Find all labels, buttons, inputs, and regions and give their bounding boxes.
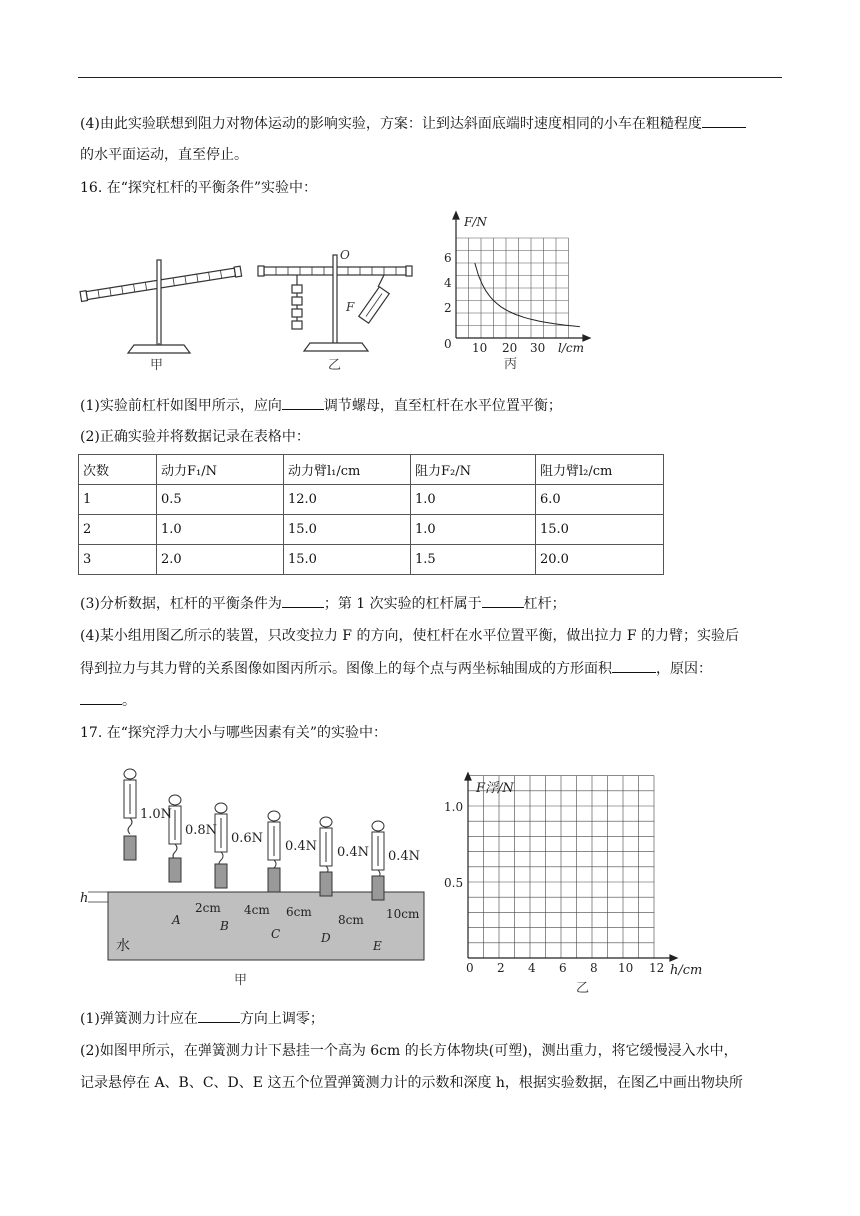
q17-1-text-b: 方向上调零； [239,1011,324,1027]
block [169,858,181,882]
table-cell: 15.0 [284,515,411,545]
table-header: 动力臂l₁/cm [284,455,411,485]
q16-title: 16. 在“探究杠杆的平衡条件”实验中： [80,180,318,196]
lever-jia [80,260,242,353]
block [372,876,384,900]
fig-jia-caption: 甲 [234,973,248,988]
x-tick: 10 [618,961,634,975]
answer-blank[interactable] [482,593,524,608]
reading-label: 0.4N [285,839,318,854]
fig-bing-label: 丙 [504,357,518,372]
table-cell: 1.0 [411,515,536,545]
point-label: C [271,927,281,941]
table-cell: 2 [79,515,157,545]
q16-1-text-a: (1)实验前杠杆如图甲所示，应向 [80,398,282,414]
graph-yi [440,770,740,995]
q16-4-text-b: ，原因： [656,661,712,677]
fig-jia-label: 甲 [150,358,164,373]
q17-2-line1: (2)如图甲所示，在弹簧测力计下悬挂一个高为 6cm 的长方体物块(可塑)，测出重力，将它缓慢浸入水中， [80,1043,738,1059]
answer-blank[interactable] [198,1008,240,1023]
answer-blank[interactable] [80,690,122,705]
x-tick: 4 [528,961,536,975]
answer-blank[interactable] [612,658,656,673]
table-cell: 20.0 [536,545,664,575]
x-tick: 30 [530,341,546,355]
reading-label: 0.4N [388,849,421,864]
x-tick: 8 [590,961,598,975]
table-header: 阻力臂l₂/cm [536,455,664,485]
q17-1-text-a: (1)弹簧测力计应在 [80,1011,198,1027]
table-cell: 2.0 [157,545,284,575]
q16-4-line3 [80,690,136,711]
fig-yi-label: 乙 [328,358,342,373]
origin-tick: 0 [444,337,452,351]
scale-hook [128,818,132,834]
x-tick: 2 [497,961,505,975]
table-cell: 12.0 [284,485,411,515]
answer-blank[interactable] [282,593,324,608]
table-row [79,485,664,515]
x-tick: 12 [649,961,665,975]
reading-label: 0.8N [185,823,218,838]
depth-label: 2cm [195,901,221,915]
table-cell: 1 [79,485,157,515]
y-tick: 0.5 [444,876,464,890]
graph-bing [438,210,598,375]
table-cell: 15.0 [284,545,411,575]
fig-yi-caption: 乙 [576,981,590,995]
block [215,864,227,888]
table-cell: 15.0 [536,515,664,545]
table-cell: 1.5 [411,545,536,575]
water-label: 水 [116,938,130,954]
graph-bing-x-label: l/cm [558,341,584,355]
header-rule [78,77,782,78]
y-tick: 4 [444,276,452,290]
point-label: B [220,919,229,933]
graph-yi-y-label: F浮/N [476,781,514,796]
q16-3-text-c: 杠杆； [523,596,566,612]
q16-3-text-a: (3)分析数据，杠杆的平衡条件为 [80,596,282,612]
scale-hook-ring [320,817,332,827]
q16-4-text-a: 得到拉力与其力臂的关系图像如图丙所示。图像上的每个点与两坐标轴围成的方形面积 [80,661,612,677]
table-cell: 6.0 [536,485,664,515]
reading-label: 0.4N [337,845,370,860]
q15-4-line1 [80,113,746,134]
pivot-o-label: O [340,248,350,262]
table-cell: 1.0 [411,485,536,515]
point-label: E [373,939,382,953]
answer-blank[interactable] [702,113,746,128]
table-row [79,545,664,575]
table-cell: 3 [79,545,157,575]
graph-yi-x-label: h/cm [670,963,703,978]
q16-4-line2 [80,658,712,679]
q16-1-text-b: 调节螺母，直至杠杆在水平位置平衡； [323,398,562,414]
q17-title: 17. 在“探究浮力大小与哪些因素有关”的实验中： [80,725,388,741]
q17-2-line2: 记录悬停在 A、B、C、D、E 这五个位置弹簧测力计的示数和深度 h，根据实验数据，在图乙中画出物块所 [80,1075,743,1091]
table-header: 阻力F₂/N [411,455,536,485]
scale-hook-ring [215,803,227,813]
q16-4-line1: (4)某小组用图乙所示的装置，只改变拉力 F 的方向，使杠杆在水平位置平衡，做出拉力 F 的力臂；实验后 [80,628,740,644]
scale-hook-ring [268,811,280,821]
table-row [79,515,664,545]
block [320,872,332,896]
y-tick: 1.0 [444,800,464,814]
q16-4-text-c: 。 [122,693,136,709]
lever-yi [258,255,412,351]
answer-blank[interactable] [282,395,324,410]
x-tick: 6 [559,961,567,975]
force-f-label: F [346,300,355,314]
q16-2: (2)正确实验并将数据记录在表格中： [80,429,310,445]
table-cell: 0.5 [157,485,284,515]
scale-hook-ring [169,795,181,805]
block [124,836,136,860]
block [268,868,280,892]
depth-label: 8cm [338,913,364,927]
buoyancy-figure [78,752,428,992]
scale-hook-ring [124,769,136,779]
depth-label: 4cm [244,903,270,917]
point-label: D [321,931,331,945]
table-header-row [79,455,664,485]
x-tick: 10 [472,341,488,355]
h-label: h [80,891,89,906]
depth-label: 6cm [286,905,312,919]
table-header: 动力F₁/N [157,455,284,485]
point-label: A [172,913,181,927]
table-header: 次数 [79,455,157,485]
q16-1 [80,395,562,416]
y-tick: 6 [444,251,452,265]
q15-4-text: (4)由此实验联想到阻力对物体运动的影响实验，方案：让到达斜面底端时速度相同的小车在粗糙程度 [80,116,702,132]
q16-3-text-b: ；第 1 次实验的杠杆属于 [323,596,482,612]
lever-figures [78,215,438,375]
reading-label: 0.6N [231,831,264,846]
scale-hook-ring [372,821,384,831]
data-table [78,454,664,575]
graph-bing-y-label: F/N [464,215,487,229]
y-tick: 2 [444,301,452,315]
table-cell: 1.0 [157,515,284,545]
reading-label: 1.0N [140,807,173,822]
x-tick: 0 [466,961,474,975]
q15-4-line2: 的水平面运动，直至停止。 [80,147,248,163]
q17-1 [80,1008,324,1029]
x-tick: 20 [502,341,518,355]
q16-3 [80,593,566,614]
depth-label: 10cm [386,907,420,921]
